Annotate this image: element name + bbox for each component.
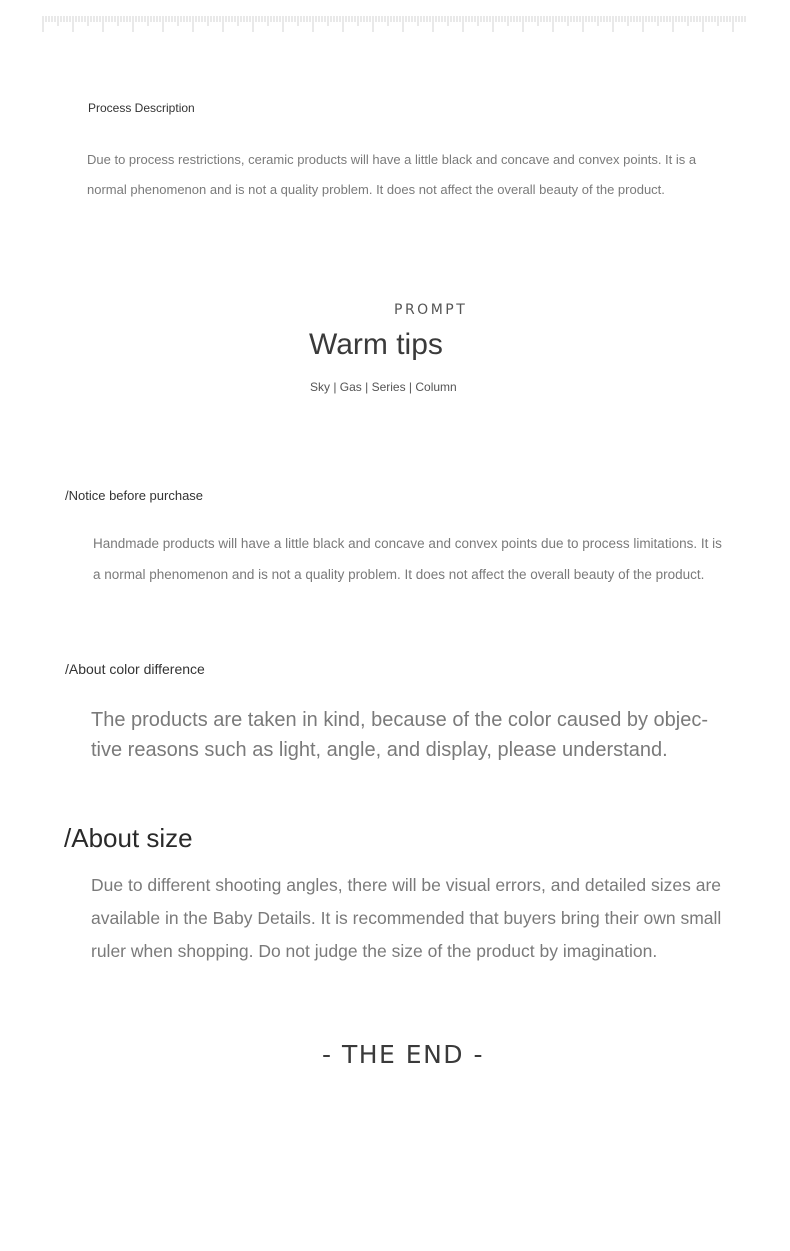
prompt-label: PROMPT (394, 302, 468, 318)
process-description-text: Due to process restrictions, ceramic products will have a little black and concave and convex points. It is a normal phenomenon and is not a quality problem. It does not affect the overall beauty of the product. (87, 152, 697, 197)
color-difference-title: /About color difference (65, 661, 205, 677)
series-subtitle: Sky | Gas | Series | Column (310, 380, 457, 394)
warm-tips-title: Warm tips (309, 328, 443, 361)
size-title: /About size (64, 823, 193, 853)
notice-title: /Notice before purchase (65, 488, 204, 503)
notice-text: Handmade products will have a little black and concave and convex points due to process limitations. It is a normal phenomenon and is not a quality problem. It does not affect the overall beauty of the product. (93, 536, 722, 582)
the-end-label: - THE END - (322, 1040, 484, 1069)
color-difference-text: The products are taken in kind, because of the color caused by objec-tive reasons such as light, angle, and display, please understand. (91, 709, 709, 761)
ruler-decoration (42, 14, 748, 32)
process-description-title: Process Description (88, 101, 195, 115)
size-text: Due to different shooting angles, there will be visual errors, and detailed sizes are available in the Baby Details. It is recommended that buyers bring their own small ruler when shopping. Do not judge the size of the product by imagination. (91, 875, 722, 961)
